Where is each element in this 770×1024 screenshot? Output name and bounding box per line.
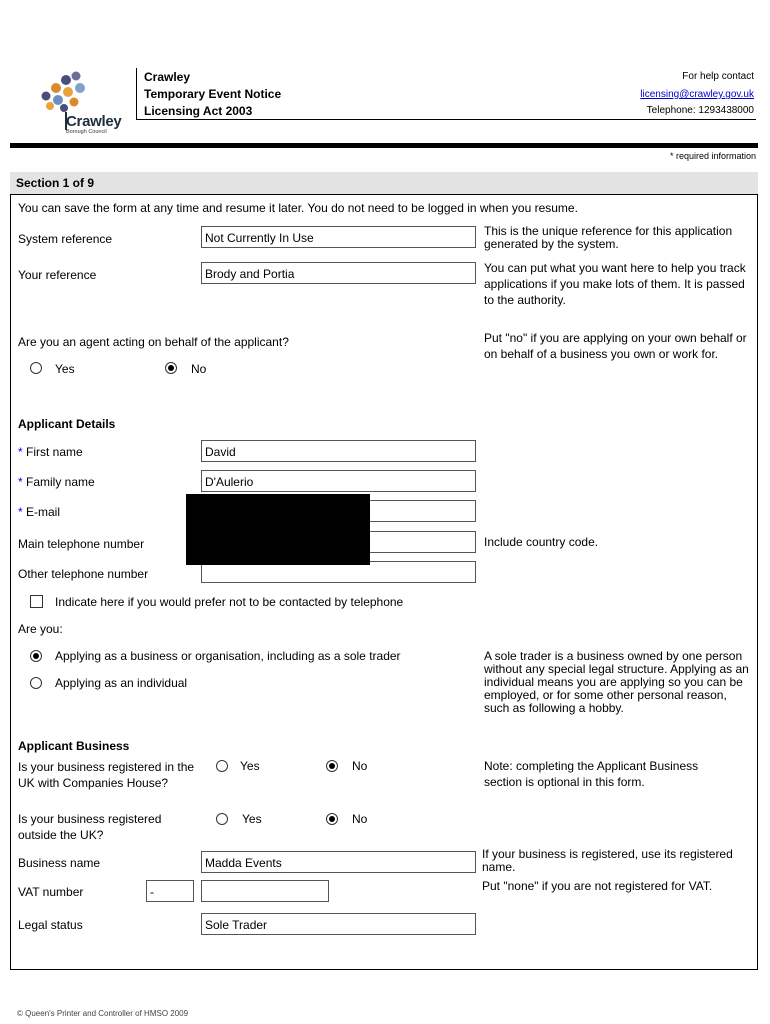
legal-status-label: Legal status bbox=[18, 918, 83, 932]
business-name-field[interactable]: Madda Events bbox=[201, 851, 476, 873]
registered-uk-no-radio[interactable] bbox=[326, 760, 338, 772]
other-phone-label: Other telephone number bbox=[18, 567, 149, 581]
help-email-link[interactable]: licensing@crawley.gov.uk bbox=[640, 89, 754, 100]
act-title: Licensing Act 2003 bbox=[144, 104, 253, 118]
your-reference-field[interactable]: Brody and Portia bbox=[201, 262, 476, 284]
agent-question: Are you an agent acting on behalf of the applicant? bbox=[18, 335, 289, 349]
your-reference-help: You can put what you want here to help you track applications if you make lots of them. It is passed to the authority. bbox=[484, 261, 746, 307]
footer-copyright: © Queen's Printer and Controller of HMSO 2009 bbox=[17, 1009, 189, 1018]
registered-outside-no-radio[interactable] bbox=[326, 813, 338, 825]
header-org: Crawley bbox=[144, 70, 191, 84]
registered-outside-label: Is your business registered outside the UK? bbox=[18, 812, 162, 842]
individual-radio[interactable] bbox=[30, 677, 42, 689]
applicant-details-heading: Applicant Details bbox=[18, 417, 116, 431]
are-you-help: A sole trader is a business owned by one person without any special legal structure. Applying as an individual means you are applying so you can be employed, or for some other personal reason, such as following a hobby. bbox=[484, 649, 749, 715]
first-name-label: * First name bbox=[18, 445, 83, 459]
no-phone-label: Indicate here if you would prefer not to be contacted by telephone bbox=[55, 595, 404, 609]
main-phone-help: Include country code. bbox=[484, 535, 599, 549]
vat-label: VAT number bbox=[18, 885, 84, 899]
registered-uk-yes-radio[interactable] bbox=[216, 760, 228, 772]
individual-option-label: Applying as an individual bbox=[55, 676, 188, 690]
form-title: Temporary Event Notice bbox=[144, 87, 282, 101]
email-label: * E-mail bbox=[18, 505, 61, 519]
registered-uk-yes-label: Yes bbox=[240, 759, 260, 773]
vat-help: Put "none" if you are not registered for VAT. bbox=[482, 879, 713, 893]
vat-prefix-field[interactable]: - bbox=[146, 880, 194, 902]
required-mark: * bbox=[18, 475, 23, 489]
vat-number-field[interactable] bbox=[201, 880, 329, 902]
required-mark: * bbox=[18, 505, 23, 519]
required-note: * required information bbox=[669, 151, 756, 161]
no-phone-checkbox[interactable] bbox=[30, 595, 43, 608]
business-radio[interactable] bbox=[30, 650, 42, 662]
family-name-field[interactable]: D'Aulerio bbox=[201, 470, 476, 492]
registered-uk-label: Is your business registered in the UK with Companies House? bbox=[18, 760, 195, 790]
system-reference-label: System reference bbox=[18, 232, 113, 246]
required-mark: * bbox=[18, 445, 23, 459]
agent-yes-radio[interactable] bbox=[30, 362, 42, 374]
section-intro: You can save the form at any time and resume it later. You do not need to be logged in when you resume. bbox=[18, 201, 578, 215]
business-option-label: Applying as a business or organisation, including as a sole trader bbox=[55, 649, 401, 663]
logo-subtext: Borough Council bbox=[66, 129, 107, 135]
logo-text: Crawley bbox=[66, 113, 122, 130]
registered-outside-yes-radio[interactable] bbox=[216, 813, 228, 825]
applicant-business-heading: Applicant Business bbox=[18, 739, 130, 753]
agent-no-label: No bbox=[191, 362, 207, 376]
agent-help: Put "no" if you are applying on your own behalf or on behalf of a business you own or work for. bbox=[484, 331, 747, 361]
redaction-block bbox=[186, 494, 370, 565]
business-name-help: If your business is registered, use its registered name. bbox=[482, 847, 733, 874]
header-rule bbox=[10, 143, 758, 148]
your-reference-label: Your reference bbox=[18, 268, 97, 282]
agent-no-radio[interactable] bbox=[165, 362, 177, 374]
business-name-label: Business name bbox=[18, 856, 101, 870]
legal-status-field[interactable]: Sole Trader bbox=[201, 913, 476, 935]
are-you-label: Are you: bbox=[18, 622, 63, 636]
first-name-field[interactable]: David bbox=[201, 440, 476, 462]
registered-outside-yes-label: Yes bbox=[242, 812, 262, 826]
section-title: Section 1 of 9 bbox=[10, 172, 758, 195]
system-reference-field[interactable]: Not Currently In Use bbox=[201, 226, 476, 248]
registered-uk-no-label: No bbox=[352, 759, 368, 773]
business-note: Note: completing the Applicant Business section is optional in this form. bbox=[484, 759, 699, 789]
main-phone-label: Main telephone number bbox=[18, 537, 145, 551]
system-reference-help: This is the unique reference for this application generated by the system. bbox=[484, 224, 733, 251]
help-label: For help contact bbox=[682, 71, 754, 82]
family-name-label: * Family name bbox=[18, 475, 95, 489]
registered-outside-no-label: No bbox=[352, 812, 368, 826]
agent-yes-label: Yes bbox=[55, 362, 75, 376]
telephone: Telephone: 1293438000 bbox=[646, 105, 754, 116]
